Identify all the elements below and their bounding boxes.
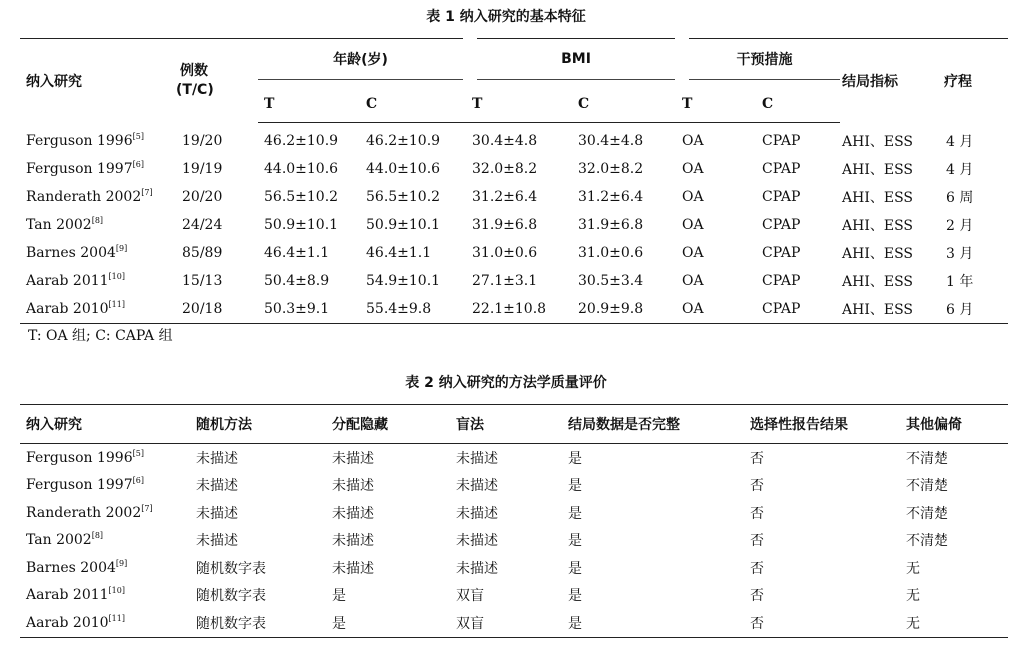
- header-blind: 盲法: [456, 405, 568, 444]
- age-t-cell: 56.5±10.2: [264, 189, 339, 205]
- allocation-concealment-cell: 未描述: [332, 478, 374, 495]
- study-name-cell: [20, 444, 196, 472]
- age-c-cell: 54.9±10.1: [366, 273, 441, 289]
- header-int-t: T: [682, 80, 760, 123]
- selective-reporting-cell: 否: [750, 533, 764, 550]
- other-bias-cell: 无: [906, 588, 920, 605]
- blinding-cell: 双盲: [456, 588, 484, 605]
- intervention-t-cell: OA: [682, 189, 704, 205]
- intervention-c-cell: CPAP: [762, 133, 801, 149]
- study-name-cell: [20, 527, 196, 555]
- bmi-c-cell: 31.2±6.4: [578, 189, 644, 205]
- header-selective: 选择性报告结果: [750, 405, 906, 444]
- study-name-cell: [20, 123, 154, 156]
- outcome-cell: AHI、ESS: [842, 246, 914, 262]
- cases-cell: 24/24: [182, 217, 223, 233]
- header-age-c: C: [362, 80, 470, 123]
- age-t-cell: 46.2±10.9: [264, 133, 339, 149]
- table1-study-characteristics: [20, 38, 1008, 324]
- header-random: 随机方法: [196, 405, 332, 444]
- table-row: [20, 267, 1008, 295]
- outcome-complete-cell: 是: [568, 588, 582, 605]
- table-row: [20, 239, 1008, 267]
- intervention-t-cell: OA: [682, 133, 704, 149]
- other-bias-cell: 不清楚: [906, 505, 948, 522]
- bmi-c-cell: 32.0±8.2: [578, 161, 644, 177]
- intervention-t-cell: OA: [682, 301, 704, 317]
- header-age: 年龄(岁): [258, 39, 470, 80]
- header-other: 其他偏倚: [906, 405, 1008, 444]
- allocation-concealment-cell: 未描述: [332, 560, 374, 577]
- reference-superscript: [5]: [132, 448, 144, 458]
- age-c-cell: 44.0±10.6: [366, 161, 441, 177]
- reference-superscript: [10]: [108, 272, 125, 281]
- course-cell: 6 周: [946, 190, 974, 206]
- study-name-cell: [20, 183, 154, 211]
- table2-caption: 表 2 纳入研究的方法学质量评价: [405, 375, 607, 391]
- header-study: 纳入研究: [20, 405, 196, 444]
- table-row: [20, 582, 1008, 610]
- table-row: [20, 554, 1008, 582]
- study-name-cell: [20, 295, 154, 324]
- table-row: [20, 444, 1008, 472]
- header-age-t: T: [258, 80, 362, 123]
- selective-reporting-cell: 否: [750, 588, 764, 605]
- course-cell: 1 年: [946, 274, 974, 290]
- selective-reporting-cell: 否: [750, 505, 764, 522]
- table-row: [20, 155, 1008, 183]
- age-t-cell: 50.9±10.1: [264, 217, 339, 233]
- cases-cell: 20/20: [182, 189, 223, 205]
- study-name: Ferguson 1996: [26, 132, 133, 149]
- table-row: [20, 472, 1008, 500]
- header-int-c: C: [760, 80, 840, 123]
- intervention-t-cell: OA: [682, 245, 704, 261]
- other-bias-cell: 无: [906, 560, 920, 577]
- reference-superscript: [5]: [132, 131, 144, 141]
- reference-superscript: [9]: [115, 558, 128, 568]
- study-name: Tan 2002: [26, 217, 92, 233]
- cases-cell: 19/19: [182, 161, 223, 177]
- header-bmi-c: C: [574, 80, 682, 123]
- header-cases-tc: (T/C): [176, 81, 214, 98]
- age-c-cell: 46.4±1.1: [366, 245, 432, 261]
- table1-caption: 表 1 纳入研究的基本特征: [426, 9, 586, 25]
- bmi-t-cell: 30.4±4.8: [472, 133, 538, 149]
- reference-superscript: [11]: [108, 613, 125, 623]
- blinding-cell: 未描述: [456, 478, 498, 495]
- outcome-cell: AHI、ESS: [842, 133, 914, 150]
- study-name-cell: [20, 472, 196, 500]
- intervention-c-cell: CPAP: [762, 245, 801, 261]
- table-row: [20, 183, 1008, 211]
- study-name-cell: [20, 211, 154, 239]
- intervention-c-cell: CPAP: [762, 217, 801, 233]
- bmi-c-cell: 30.5±3.4: [578, 273, 644, 289]
- header-cases: [154, 39, 258, 123]
- cases-cell: 85/89: [182, 245, 223, 261]
- header-course: 疗程: [944, 73, 972, 90]
- random-method-cell: 未描述: [196, 450, 238, 467]
- outcome-cell: AHI、ESS: [842, 274, 914, 290]
- age-t-cell: 50.4±8.9: [264, 273, 330, 289]
- bmi-t-cell: 31.2±6.4: [472, 189, 538, 205]
- reference-superscript: [7]: [141, 188, 153, 197]
- reference-superscript: [8]: [91, 216, 104, 225]
- header-bmi: BMI: [470, 39, 682, 80]
- bmi-c-cell: 20.9±9.8: [578, 301, 644, 317]
- selective-reporting-cell: 否: [750, 450, 764, 467]
- blinding-cell: 未描述: [456, 505, 498, 522]
- reference-superscript: [8]: [91, 531, 104, 541]
- random-method-cell: 随机数字表: [196, 615, 266, 632]
- outcome-complete-cell: 是: [568, 505, 582, 522]
- header-study: 纳入研究: [26, 73, 82, 90]
- age-t-cell: 46.4±1.1: [264, 245, 330, 261]
- course-cell: 3 月: [946, 246, 974, 262]
- study-name: Ferguson 1997: [26, 477, 133, 494]
- header-outcome: 结局指标: [842, 73, 898, 90]
- cases-cell: 15/13: [182, 273, 223, 289]
- intervention-t-cell: OA: [682, 217, 704, 233]
- random-method-cell: 未描述: [196, 505, 238, 522]
- study-name-cell: [20, 267, 154, 295]
- study-name: Aarab 2011: [26, 587, 109, 604]
- study-name-cell: [20, 499, 196, 527]
- study-name: Tan 2002: [26, 532, 92, 549]
- reference-superscript: [10]: [108, 586, 125, 596]
- blinding-cell: 未描述: [456, 560, 498, 577]
- study-name: Barnes 2004: [26, 559, 116, 576]
- age-t-cell: 50.3±9.1: [264, 301, 330, 317]
- course-cell: 4 月: [946, 133, 974, 150]
- outcome-complete-cell: 是: [568, 450, 582, 467]
- bmi-c-cell: 31.9±6.8: [578, 217, 644, 233]
- table-row: [20, 123, 1008, 156]
- intervention-c-cell: CPAP: [762, 189, 801, 205]
- course-cell: 2 月: [946, 218, 974, 234]
- blinding-cell: 未描述: [456, 450, 498, 467]
- intervention-c-cell: CPAP: [762, 273, 801, 289]
- allocation-concealment-cell: 是: [332, 615, 346, 632]
- age-c-cell: 56.5±10.2: [366, 189, 441, 205]
- bmi-t-cell: 31.0±0.6: [472, 245, 538, 261]
- other-bias-cell: 不清楚: [906, 450, 948, 467]
- reference-superscript: [7]: [141, 503, 153, 513]
- study-name: Randerath 2002: [26, 504, 142, 521]
- study-name: Aarab 2011: [26, 273, 109, 289]
- outcome-complete-cell: 是: [568, 478, 582, 495]
- random-method-cell: 随机数字表: [196, 560, 266, 577]
- selective-reporting-cell: 否: [750, 560, 764, 577]
- bmi-c-cell: 30.4±4.8: [578, 133, 644, 149]
- bmi-c-cell: 31.0±0.6: [578, 245, 644, 261]
- outcome-cell: AHI、ESS: [842, 302, 914, 318]
- blinding-cell: 双盲: [456, 615, 484, 632]
- reference-superscript: [11]: [108, 300, 125, 309]
- age-c-cell: 55.4±9.8: [366, 301, 432, 317]
- cases-cell: 19/20: [182, 132, 223, 149]
- study-name: Randerath 2002: [26, 189, 142, 205]
- table-row: [20, 499, 1008, 527]
- other-bias-cell: 不清楚: [906, 478, 948, 495]
- header-conceal: 分配隐藏: [332, 405, 456, 444]
- intervention-t-cell: OA: [682, 273, 704, 289]
- bmi-t-cell: 32.0±8.2: [472, 161, 538, 177]
- reference-superscript: [9]: [115, 244, 128, 253]
- study-name-cell: [20, 582, 196, 610]
- table2-quality-assessment: [20, 404, 1008, 638]
- cases-cell: 20/18: [182, 301, 223, 317]
- study-name: Barnes 2004: [26, 245, 116, 261]
- table-row: [20, 609, 1008, 637]
- bmi-t-cell: 27.1±3.1: [472, 273, 538, 289]
- selective-reporting-cell: 否: [750, 615, 764, 632]
- bmi-t-cell: 31.9±6.8: [472, 217, 538, 233]
- random-method-cell: 随机数字表: [196, 588, 266, 605]
- outcome-complete-cell: 是: [568, 533, 582, 550]
- course-cell: 6 月: [946, 302, 974, 318]
- random-method-cell: 未描述: [196, 478, 238, 495]
- study-name: Ferguson 1996: [26, 449, 133, 466]
- study-name: Aarab 2010: [26, 614, 109, 631]
- study-name: Aarab 2010: [26, 301, 109, 317]
- other-bias-cell: 无: [906, 615, 920, 632]
- bmi-t-cell: 22.1±10.8: [472, 301, 547, 317]
- allocation-concealment-cell: 未描述: [332, 450, 374, 467]
- study-name-cell: [20, 155, 154, 183]
- selective-reporting-cell: 否: [750, 478, 764, 495]
- course-cell: 4 月: [946, 162, 974, 178]
- outcome-cell: AHI、ESS: [842, 162, 914, 178]
- allocation-concealment-cell: 未描述: [332, 505, 374, 522]
- outcome-cell: AHI、ESS: [842, 190, 914, 206]
- study-name-cell: [20, 609, 196, 637]
- study-name-cell: [20, 554, 196, 582]
- header-complete: 结局数据是否完整: [568, 405, 750, 444]
- age-c-cell: 50.9±10.1: [366, 217, 441, 233]
- table-row: [20, 527, 1008, 555]
- allocation-concealment-cell: 未描述: [332, 533, 374, 550]
- age-c-cell: 46.2±10.9: [366, 133, 441, 149]
- blinding-cell: 未描述: [456, 533, 498, 550]
- allocation-concealment-cell: 是: [332, 588, 346, 605]
- intervention-t-cell: OA: [682, 161, 704, 177]
- other-bias-cell: 不清楚: [906, 533, 948, 550]
- table-row: [20, 295, 1008, 324]
- table-row: [20, 211, 1008, 239]
- header-bmi-t: T: [470, 80, 574, 123]
- study-name-cell: [20, 239, 154, 267]
- reference-superscript: [6]: [132, 476, 144, 486]
- random-method-cell: 未描述: [196, 533, 238, 550]
- reference-superscript: [6]: [132, 160, 144, 169]
- outcome-complete-cell: 是: [568, 560, 582, 577]
- intervention-c-cell: CPAP: [762, 301, 801, 317]
- outcome-complete-cell: 是: [568, 615, 582, 632]
- intervention-c-cell: CPAP: [762, 161, 801, 177]
- age-t-cell: 44.0±10.6: [264, 161, 339, 177]
- table1-footnote: T: OA 组; C: CAPA 组: [28, 328, 173, 344]
- header-cases-label: 例数: [180, 62, 208, 79]
- outcome-cell: AHI、ESS: [842, 218, 914, 234]
- study-name: Ferguson 1997: [26, 161, 133, 177]
- header-intervention: 干预措施: [682, 39, 840, 80]
